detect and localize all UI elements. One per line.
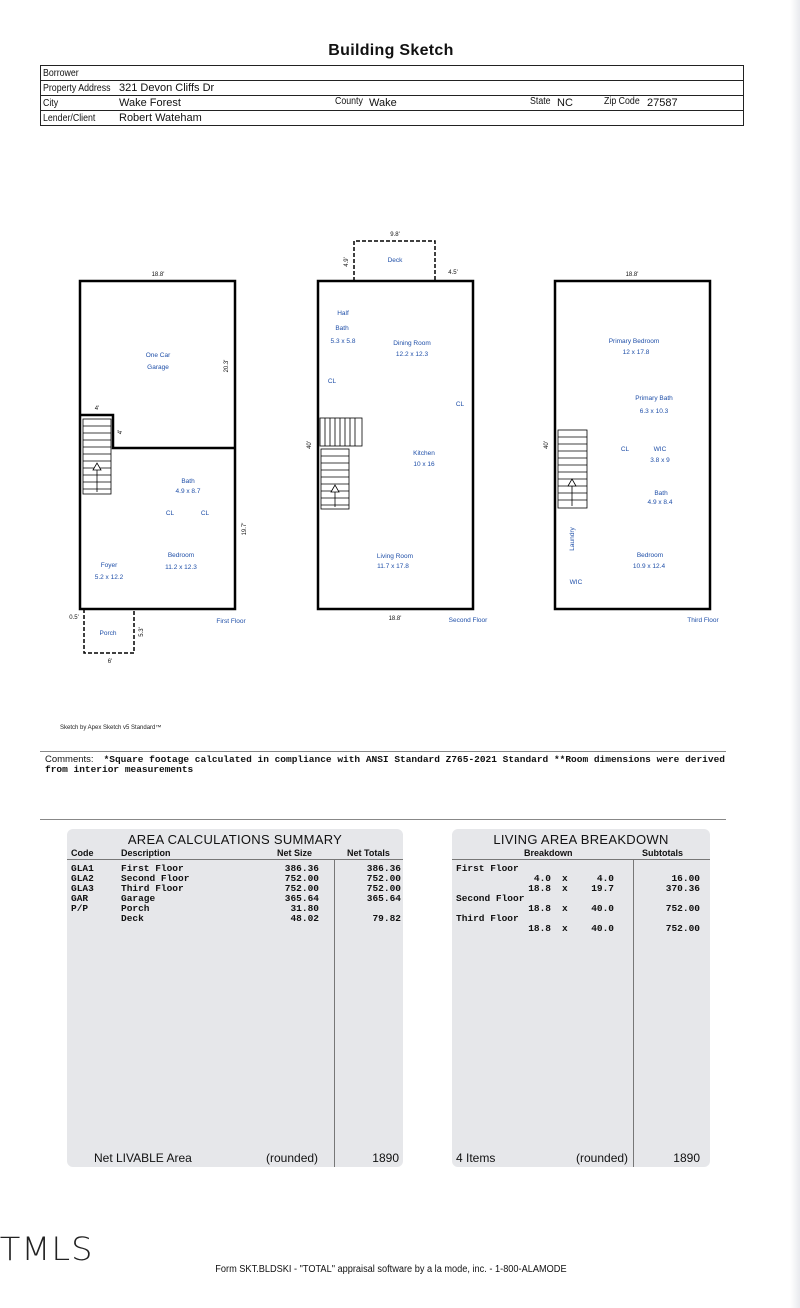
city-value: Wake Forest — [119, 97, 181, 109]
breakdown-floor: Third Floor — [456, 913, 519, 924]
floor-plan-sketch — [0, 220, 790, 670]
comments-label: Comments: — [45, 754, 94, 765]
breakdown-length: 18.8 — [528, 903, 551, 914]
breakdown-width: 4.0 — [596, 873, 614, 884]
first-floor-label: First Floor — [216, 618, 246, 625]
city-label: City — [43, 98, 59, 109]
first-floor-stairs — [83, 419, 111, 494]
ff-dim-step-h: 4' — [118, 429, 124, 435]
address-value: 321 Devon Cliffs Dr — [119, 82, 215, 94]
col-header-net-totals: Net Totals — [347, 848, 390, 858]
room-tf-bath-name: Bath — [654, 490, 668, 497]
room-ff-bedroom-name: Bedroom — [167, 552, 195, 559]
room-foyer-dims: 5.2 x 12.2 — [94, 574, 124, 581]
third-floor-plan — [555, 281, 710, 609]
borrower-row — [41, 66, 744, 81]
row-net-size: 31.80 — [290, 903, 319, 914]
sf-closet-2: CL — [455, 401, 465, 408]
room-half-bath-dims: 5.3 x 5.8 — [330, 338, 356, 345]
list-item — [452, 924, 710, 934]
area-calculations-panel — [67, 829, 403, 1167]
col-header-code: Code — [71, 848, 94, 858]
sf-dim-bottom: 18.8' — [388, 616, 402, 622]
ff-dim-right: 20.3' — [224, 359, 230, 373]
col-header-description: Description — [121, 848, 171, 858]
row-net-size: 48.02 — [290, 913, 319, 924]
tf-wic-label: WIC — [569, 579, 583, 586]
breakdown-width: 40.0 — [591, 923, 614, 934]
net-livable-label: Net LIVABLE Area — [94, 1151, 192, 1165]
table-row — [67, 904, 403, 914]
row-description: Second Floor — [121, 873, 190, 884]
lender-label: Lender/Client — [43, 113, 96, 124]
table-row — [67, 894, 403, 904]
col-header-net-size: Net Size — [277, 848, 313, 858]
living-breakdown-footer — [452, 1151, 710, 1165]
state-label: State — [530, 96, 551, 107]
lender-row — [41, 111, 744, 126]
address-row — [41, 81, 744, 96]
tf-dim-left: 40' — [544, 441, 550, 449]
second-floor-stairs — [320, 418, 362, 509]
property-header-table — [40, 65, 744, 126]
room-garage-dims: Garage — [147, 364, 169, 371]
address-label: Property Address — [43, 83, 111, 94]
table-row — [67, 914, 403, 924]
breakdown-times: x — [562, 903, 568, 914]
ff-dim-porch-bottom: 6' — [107, 659, 113, 665]
county-label: County — [335, 96, 363, 107]
area-summary-title: AREA CALCULATIONS SUMMARY — [127, 832, 343, 847]
living-area-panel — [452, 829, 710, 1167]
row-description: Porch — [121, 903, 150, 914]
room-living-name: Living Room — [376, 553, 414, 560]
room-half-label: Half — [337, 310, 349, 317]
breakdown-length: 18.8 — [528, 883, 551, 894]
room-half-bath-name: Bath — [335, 325, 349, 332]
sf-dim-deck-top: 9.8' — [390, 232, 400, 238]
ff-dim-step-w: 4' — [94, 406, 100, 412]
row-description: First Floor — [121, 863, 184, 874]
ff-closet-2: CL — [200, 510, 210, 517]
sf-dim-right-top: 4.5' — [448, 270, 458, 276]
breakdown-floor: Second Floor — [456, 893, 525, 904]
room-tf-bedroom-dims: 10.9 x 12.4 — [632, 563, 666, 570]
tf-dim-top: 18.8' — [625, 272, 639, 278]
row-net-size: 752.00 — [284, 873, 319, 884]
breakdown-times: x — [562, 873, 568, 884]
table-row — [67, 884, 403, 894]
row-code: GLA2 — [71, 873, 94, 884]
sf-closet-1: CL — [327, 378, 337, 385]
row-net-size: 365.64 — [284, 893, 319, 904]
ff-dim-right2: 19.7' — [242, 522, 248, 536]
breakdown-times: x — [562, 883, 568, 894]
living-rounded: (rounded) — [576, 1151, 629, 1165]
row-net-total: 752.00 — [366, 873, 401, 884]
zip-label: Zip Code — [604, 96, 640, 107]
living-breakdown-title: LIVING AREA BREAKDOWN — [493, 832, 669, 847]
room-tf-bath-dims: 4.9 x 8.4 — [647, 499, 673, 506]
borrower-label: Borrower — [43, 68, 79, 79]
room-dining-name: Dining Room — [393, 340, 431, 347]
room-garage-name: One Car — [145, 352, 171, 359]
row-code: GAR — [71, 893, 89, 904]
comments-block — [45, 755, 745, 775]
room-primary-bath-name: Primary Bath — [635, 395, 673, 402]
room-primary-bath-dims: 6.3 x 10.3 — [639, 408, 669, 415]
net-livable-rounded: (rounded) — [266, 1151, 319, 1165]
first-floor-plan — [80, 281, 235, 653]
col-header-breakdown: Breakdown — [524, 848, 573, 858]
net-livable-total: 1890 — [372, 1151, 399, 1165]
room-tf-bedroom-name: Bedroom — [636, 552, 664, 559]
comments-text: *Square footage calculated in compliance with ANSI Standard Z765-2021 Standard **Room dimensions were derived from interior measurements — [45, 754, 725, 775]
room-dining-dims: 12.2 x 12.3 — [395, 351, 429, 358]
tmls-watermark: TMLS — [0, 1230, 94, 1268]
document-title: Building Sketch — [328, 42, 454, 59]
sketch-credit: Sketch by Apex Sketch v5 Standard™ — [60, 725, 162, 731]
comments-bottom-rule — [40, 819, 726, 820]
room-kitchen-name: Kitchen — [413, 450, 435, 457]
breakdown-subtotal: 752.00 — [665, 923, 700, 934]
row-code: P/P — [71, 903, 89, 914]
row-net-total: 752.00 — [366, 883, 401, 894]
garage-wall — [80, 415, 235, 448]
room-ff-bedroom-dims: 11.2 x 12.3 — [165, 564, 197, 571]
row-net-size: 386.36 — [284, 863, 319, 874]
living-breakdown-header-rule — [452, 859, 710, 860]
third-floor-outline — [555, 281, 710, 609]
second-floor-label: Second Floor — [448, 617, 488, 624]
room-ff-bath-name: Bath — [181, 478, 195, 485]
room-ff-bath-dims: 4.9 x 8.7 — [175, 488, 201, 495]
form-footer-text: Form SKT.BLDSKI - "TOTAL" appraisal software by a la mode, inc. - 1-800-ALAMODE — [215, 1264, 567, 1275]
table-row — [67, 874, 403, 884]
room-primary-bedroom-name: Primary Bedroom — [608, 338, 660, 345]
breakdown-width: 19.7 — [591, 883, 614, 894]
breakdown-subtotal: 370.36 — [665, 883, 700, 894]
breakdown-subtotal: 752.00 — [665, 903, 700, 914]
col-header-subtotals: Subtotals — [642, 848, 684, 858]
county-value: Wake — [369, 97, 397, 109]
first-floor-outline — [80, 281, 235, 609]
zip-value: 27587 — [647, 97, 678, 109]
sf-dim-left: 40' — [307, 441, 313, 449]
room-primary-bedroom-dims: 12 x 17.8 — [622, 349, 650, 356]
ff-dim-top: 18.8' — [151, 272, 165, 278]
porch-label: Porch — [99, 630, 117, 637]
state-value: NC — [557, 97, 573, 109]
comments-top-rule — [40, 751, 726, 752]
row-net-total: 386.36 — [366, 863, 401, 874]
area-summary-header-rule — [67, 859, 403, 860]
row-net-total: 79.82 — [372, 913, 401, 924]
row-code: GLA1 — [71, 863, 94, 874]
room-wic-name: WIC — [653, 446, 667, 453]
ff-dim-porch-left: 0.5' — [69, 615, 79, 621]
deck-label: Deck — [387, 257, 403, 264]
ff-dim-porch-right: 5.3' — [139, 627, 145, 637]
row-description: Garage — [121, 893, 156, 904]
city-row — [41, 96, 744, 111]
sf-dim-deck-side: 4.9' — [344, 257, 350, 267]
breakdown-width: 40.0 — [591, 903, 614, 914]
form-footer — [0, 1264, 782, 1275]
ff-closet-1: CL — [165, 510, 175, 517]
page-edge-shadow — [790, 0, 800, 1308]
breakdown-length: 18.8 — [528, 923, 551, 934]
row-net-total: 365.64 — [366, 893, 401, 904]
row-code: GLA3 — [71, 883, 94, 894]
breakdown-subtotal: 16.00 — [671, 873, 700, 884]
third-floor-stairs — [558, 430, 587, 508]
items-count: 4 Items — [456, 1151, 496, 1165]
room-living-dims: 11.7 x 17.8 — [377, 563, 409, 570]
lender-value: Robert Wateham — [119, 112, 202, 124]
breakdown-times: x — [562, 923, 568, 934]
third-floor-label: Third Floor — [687, 617, 719, 624]
row-net-size: 752.00 — [284, 883, 319, 894]
living-total: 1890 — [673, 1151, 700, 1165]
room-kitchen-dims: 10 x 16 — [413, 461, 435, 468]
table-row — [67, 864, 403, 874]
row-description: Third Floor — [121, 883, 184, 894]
room-foyer-name: Foyer — [100, 562, 118, 569]
laundry-label: Laundry — [569, 527, 576, 551]
tf-closet: CL — [620, 446, 630, 453]
row-description: Deck — [121, 913, 144, 924]
breakdown-length: 4.0 — [533, 873, 551, 884]
area-summary-footer — [67, 1151, 403, 1165]
breakdown-floor: First Floor — [456, 863, 519, 874]
room-wic-dims: 3.8 x 9 — [650, 457, 670, 464]
